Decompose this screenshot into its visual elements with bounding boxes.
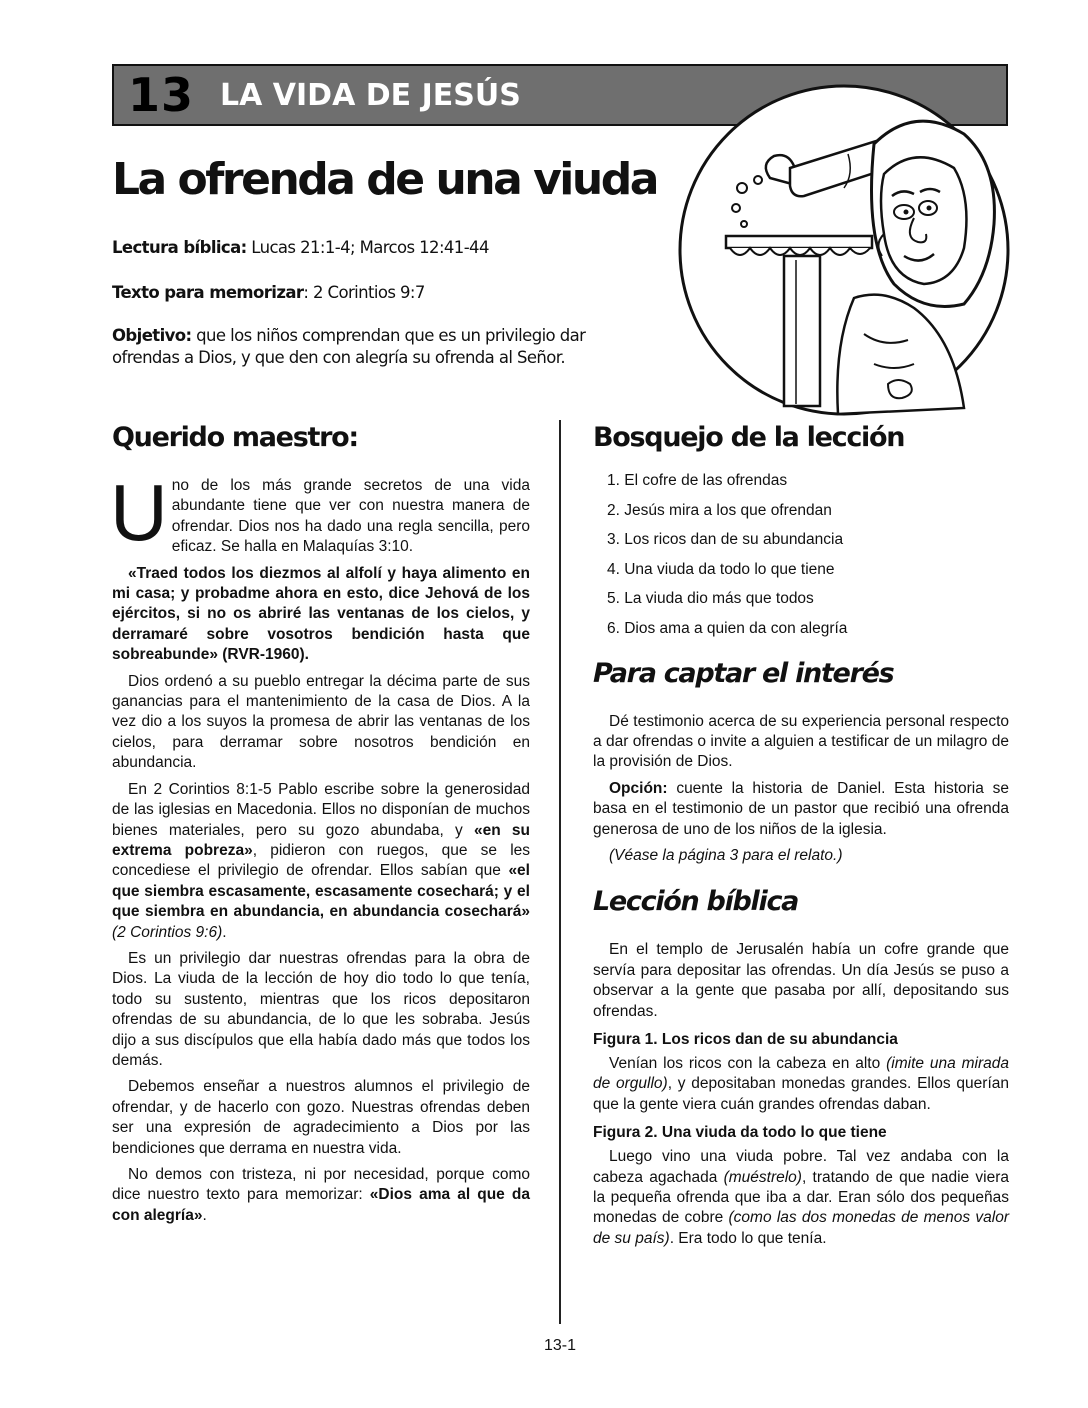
outline-item: 3. Los ricos dan de su abundancia [607, 531, 844, 549]
malachi-quote: «Traed todos los diezmos al alfolí y haya alimento en mi casa; y probadme ahora en esto, dice Jehová de los ejércitos, si no os abriré las ventanas de los cielos, y derramaré sobre vosotros bendición hasta que sobreabunde» (RVR-1960). [112, 564, 530, 664]
column-divider [559, 420, 561, 1324]
drop-cap: U [110, 468, 168, 557]
lesson-column [593, 420, 1009, 1255]
outline-heading: Bosquejo de la lección [593, 422, 905, 453]
outline-item: 1. El cofre de las ofrendas [607, 472, 788, 489]
unit-number: 13 [128, 68, 195, 122]
teacher-paragraph: En 2 Corintios 8:1-5 Pablo escribe sobre la generosidad de las iglesias en Macedonia. Ellos no disponían de muchos bienes materiales, pero su gozo abundaba, y «en su extrema pobreza», pidieron con ruegos, que se les concediese el privilegio de ofrendar. Ellos sabían que «el que siembra escasamente, escasamente cosechará; y el que siembra en abundancia, en abundancia cosechará» (2 Corintios 9:6). [112, 780, 531, 941]
teacher-paragraph: Dios ordenó a su pueblo entregar la décima parte de sus ganancias para el mantenimiento de la casa de Dios. A la vez dio a los suyos la promesa de abrir las ventanas de los cielos, para derramar sobre nosotros bendición en abundancia. [112, 672, 530, 772]
teacher-column [112, 420, 530, 1232]
teacher-heading: Querido maestro: [112, 422, 358, 453]
bible-lesson-paragraph: En el templo de Jerusalén había un cofre grande que servía para depositar las ofrendas. Un día Jesús se puso a observar a la gente que pasaba por allí, depositando sus ofrendas. [593, 941, 1009, 1020]
outline-list [593, 466, 1009, 644]
bible-reading-value: Lucas 21:1-4; Marcos 12:41-44 [246, 238, 489, 257]
bible-reading-line [112, 237, 672, 259]
unit-title: LA VIDA DE JESÚS [220, 77, 521, 113]
objective-label: Objetivo: [112, 326, 192, 345]
objective-value: que los niños comprendan que es un privilegio dar ofrendas a Dios, y que den con alegría su ofrenda al Señor. [112, 326, 586, 367]
memory-verse-line [112, 282, 672, 304]
outline-item: 2. Jesús mira a los que ofrendan [607, 501, 832, 519]
bible-reading-label: Lectura bíblica: [112, 238, 247, 257]
option-paragraph: Opción: cuente la historia de Daniel. Esta historia se basa en el testimonio de un pastor que recibió una ofrenda generosa de uno de los niños de la iglesia. [593, 779, 1009, 838]
interest-paragraph: Dé testimonio acerca de su experiencia personal respecto a dar ofrendas o invite a alguien a testificar de un milagro de la provisión de Dios. [593, 712, 1009, 771]
figure-2-paragraph: Luego vino una viuda pobre. Tal vez andaba con la cabeza agachada (muéstrelo), tratando de que nadie viera la pequeña ofrenda que iba a dar. Eran sólo dos pequeñas monedas de cobre (como las dos monedas de menos valor de su país). Era todo lo que tenía. [593, 1148, 1010, 1247]
figure-2-heading: Figura 2. Una viuda da todo lo que tiene [593, 1124, 887, 1142]
teacher-paragraph: Debemos enseñar a nuestros alumnos el privilegio de ofrendar, y de hacerlo con gozo. Nuestras ofrendas deben ser una expresión de agradecimiento a Dios por las bendiciones que derrama en nuestra vida. [112, 1078, 530, 1157]
memory-verse-label: Texto para memorizar [112, 283, 304, 302]
outline-item: 6. Dios ama a quien da con alegría [607, 619, 848, 637]
figure-1-heading: Figura 1. Los ricos dan de su abundancia [593, 1031, 898, 1049]
teacher-paragraph: No demos con tristeza, ni por necesidad, porque como dice nuestro texto para memorizar: «Dios ama al que da con alegría». [112, 1166, 530, 1224]
outline-item: 4. Una viuda da todo lo que tiene [607, 560, 835, 578]
outline-item: 5. La viuda dio más que todos [607, 590, 814, 608]
objective-line [112, 325, 652, 369]
interest-heading: Para captar el interés [593, 657, 894, 689]
teacher-paragraph: Es un privilegio dar nuestras ofrendas para la obra de Dios. La viuda de la lección de hoy dio todo lo que tenía, todo su sustento, mientras que los ricos depositaron ofrendas de su abundancia, de lo que les sobraba. Jesús dijo a sus discípulos que ella había dado más que todos los demás. [112, 949, 530, 1069]
illustration-svg [678, 84, 1010, 416]
reference-note: (Véase la página 3 para el relato.) [609, 847, 843, 864]
page-number: 13-1 [543, 1337, 577, 1354]
lesson-title: La ofrenda de una viuda [112, 154, 657, 205]
memory-verse-value: : 2 Corintios 9:7 [303, 283, 425, 302]
bible-lesson-heading: Lección bíblica [593, 886, 799, 918]
widow-offering-illustration [678, 84, 1010, 416]
teacher-paragraph: Uno de los más grande secretos de una vida abundante tiene que ver con nuestra manera de ofrendar. Dios nos ha dado una regla sencilla, pero eficaz. Se halla en Malaquías 3:10. [110, 468, 530, 557]
figure-1-paragraph: Venían los ricos con la cabeza en alto (imite una mirada de orgullo), y depositaban monedas grandes. Ellos querían que la gente viera cuán grandes ofrendas daban. [593, 1055, 1010, 1113]
